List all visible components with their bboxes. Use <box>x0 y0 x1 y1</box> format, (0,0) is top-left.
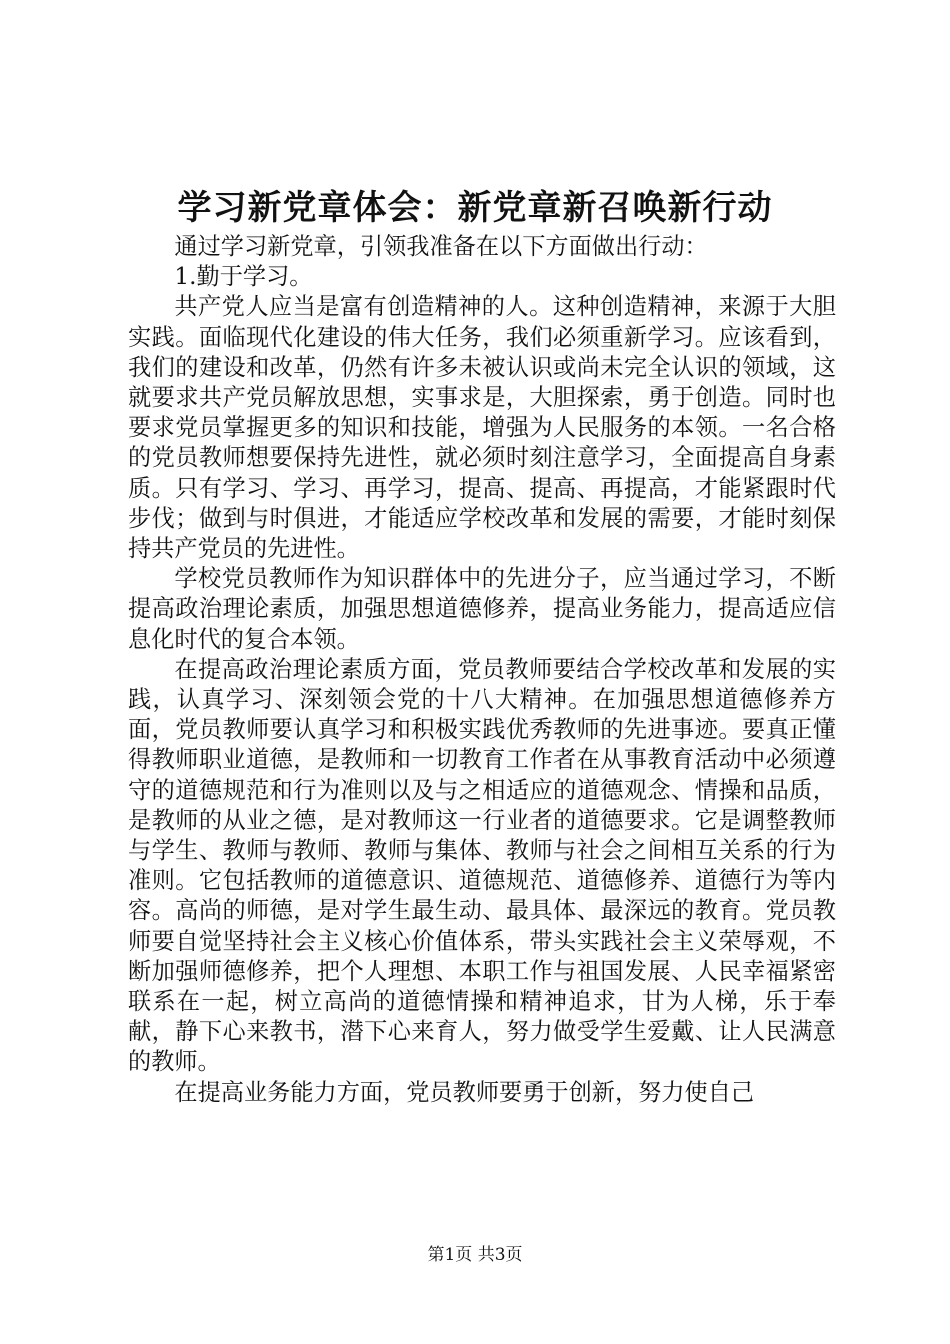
page-footer: 第1页 共3页 <box>427 1245 523 1265</box>
paragraph-intro: 通过学习新党章，引领我准备在以下方面做出行动： <box>174 233 708 260</box>
document-body <box>128 232 836 1108</box>
paragraph-ethics: 在提高政治理论素质方面，党员教师要结合学校改革和发展的实践，认真学习、深刻领会党的十八大精神。在加强思想道德修养方面，党员教师要认真学习和积极实践优秀教师的先进事迹。要真正懂得教师职业道德，是教师和一切教育工作者在从事教育活动中必须遵守的道德规范和行为准则以及与之相适应的道德观念、情操和品质，是教师的从业之德，是对教师这一行业者的道德要求。它是调整教师与学生、教师与教师、教师与集体、教师与社会之间相互关系的行为准则。它包括教师的道德意识、道德规范、道德修养、道德行为等内容。高尚的师德，是对学生最生动、最具体、最深远的教育。党员教师要自觉坚持社会主义核心价值体系，带头实践社会主义荣辱观，不断加强师德修养，把个人理想、本职工作与祖国发展、人民幸福紧密联系在一起，树立高尚的道德情操和精神追求，甘为人梯，乐于奉献，静下心来教书，潜下心来育人，努力做受学生爱戴、让人民满意的教师。 <box>128 655 836 1076</box>
paragraph-teachers: 学校党员教师作为知识群体中的先进分子，应当通过学习，不断提高政治理论素质，加强思想道德修养，提高业务能力，提高适应信息化时代的复合本领。 <box>128 565 836 653</box>
document-title: 学习新党章体会：新党章新召唤新行动 <box>177 188 773 228</box>
paragraph-creativity: 共产党人应当是富有创造精神的人。这种创造精神，来源于大胆实践。面临现代化建设的伟大任务，我们必须重新学习。应该看到，我们的建设和改革，仍然有许多未被认识或尚未完全认识的领域，这就要求共产党员解放思想，实事求是，大胆探索，勇于创造。同时也要求党员掌握更多的知识和技能，增强为人民服务的本领。一名合格的党员教师想要保持先进性，就必须时刻注意学习，全面提高自身素质。只有学习、学习、再学习，提高、提高、再提高，才能紧跟时代步伐；做到与时俱进，才能适应学校改革和发展的需要，才能时刻保持共产党员的先进性。 <box>128 293 836 563</box>
paragraph-heading-1: 1.勤于学习。 <box>174 263 313 291</box>
paragraph-business: 在提高业务能力方面，党员教师要勇于创新，努力使自己 <box>174 1078 755 1106</box>
